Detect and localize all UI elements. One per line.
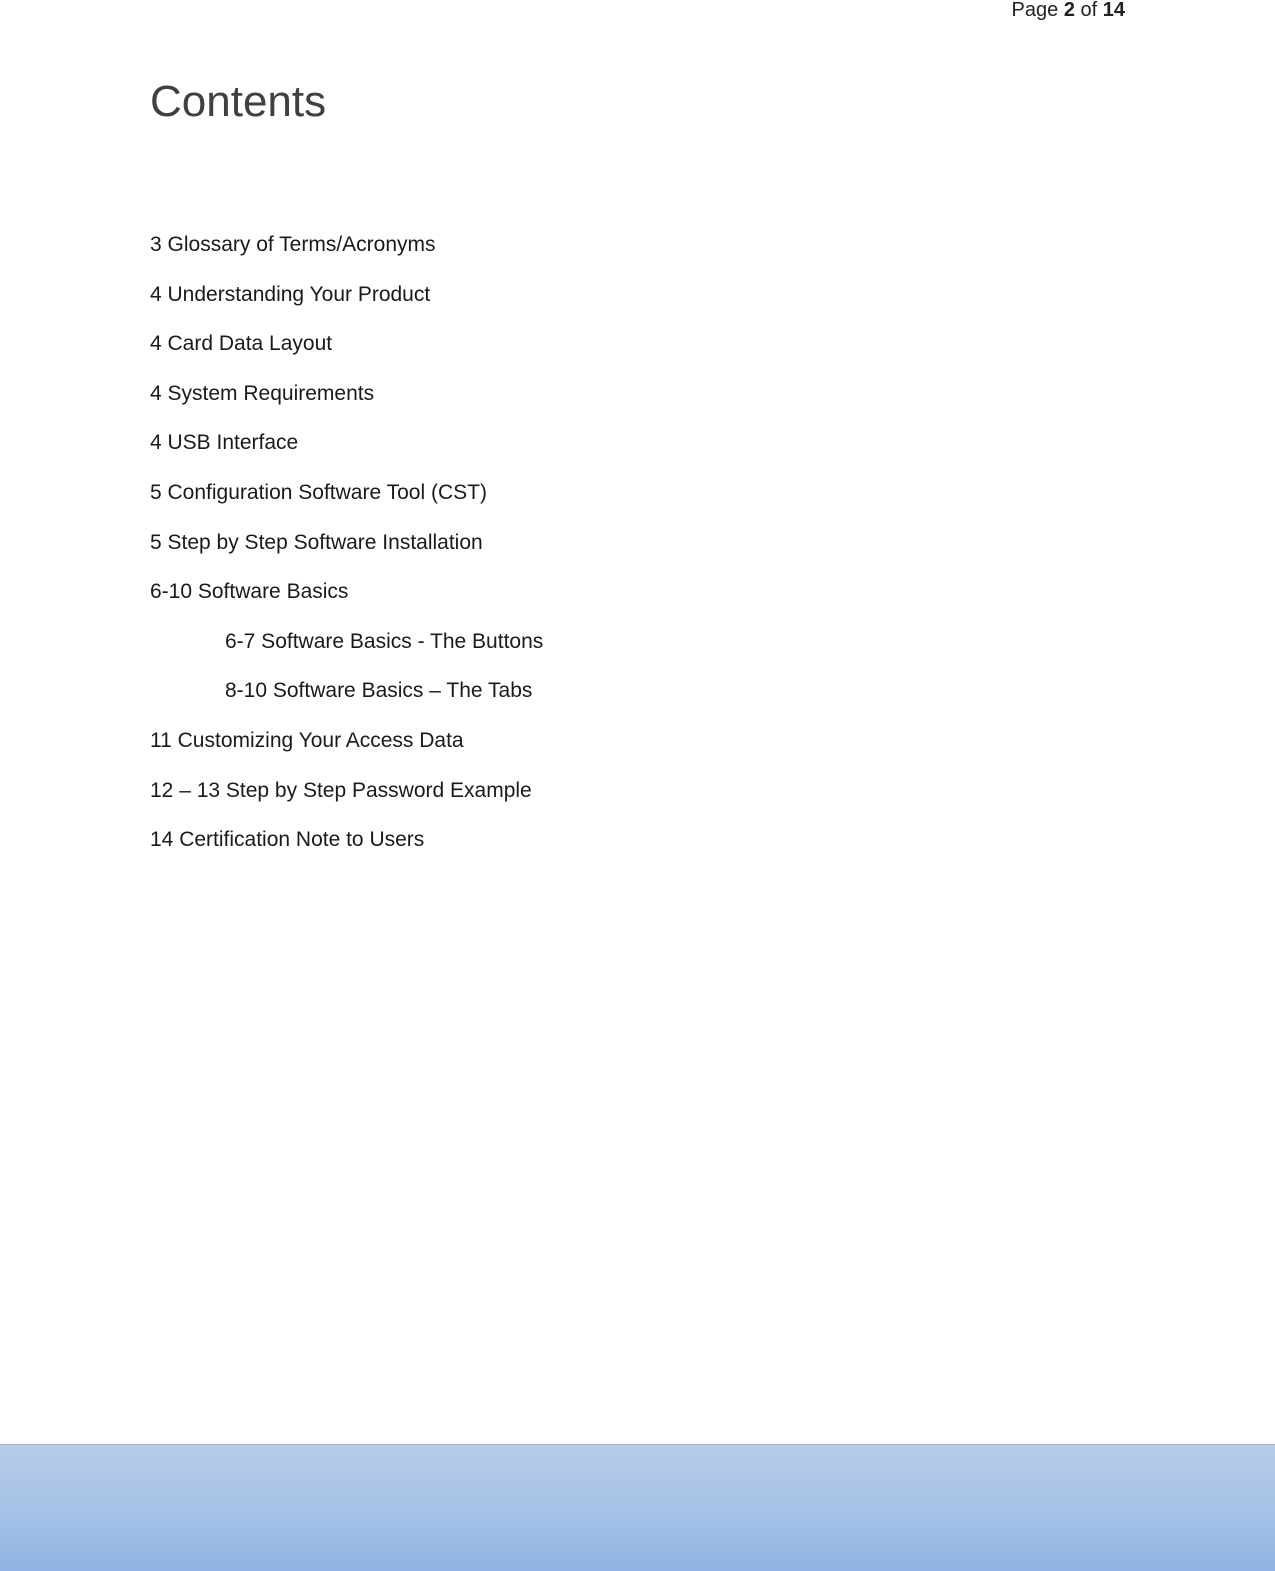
toc-entry-customizing-access-data[interactable]: 11 Customizing Your Access Data bbox=[150, 728, 464, 752]
footer-decorative-band bbox=[0, 1444, 1275, 1571]
toc-entry-certification-note[interactable]: 14 Certification Note to Users bbox=[150, 828, 425, 852]
page-word: Page bbox=[1011, 0, 1059, 21]
of-word: of bbox=[1080, 0, 1098, 21]
toc-entry-software-basics-buttons[interactable]: 6-7 Software Basics - The Buttons bbox=[225, 629, 544, 653]
page-title: Contents bbox=[150, 77, 327, 126]
toc-entry-system-requirements[interactable]: 4 System Requirements bbox=[150, 381, 375, 405]
toc-entry-configuration-software-tool[interactable]: 5 Configuration Software Tool (CST) bbox=[150, 480, 487, 504]
page-number-header bbox=[1012, 0, 1125, 20]
toc-entry-understanding-product[interactable]: 4 Understanding Your Product bbox=[150, 282, 431, 306]
table-of-contents bbox=[150, 230, 543, 875]
total-pages-number: 14 bbox=[1102, 0, 1125, 21]
current-page-number: 2 bbox=[1063, 0, 1075, 21]
toc-entry-usb-interface[interactable]: 4 USB Interface bbox=[150, 431, 299, 455]
toc-entry-software-installation[interactable]: 5 Step by Step Software Installation bbox=[150, 530, 483, 554]
toc-entry-password-example[interactable]: 12 – 13 Step by Step Password Example bbox=[150, 778, 532, 802]
toc-entry-card-data-layout[interactable]: 4 Card Data Layout bbox=[150, 332, 333, 356]
toc-entry-glossary[interactable]: 3 Glossary of Terms/Acronyms bbox=[150, 233, 436, 256]
toc-entry-software-basics-tabs[interactable]: 8-10 Software Basics – The Tabs bbox=[225, 679, 533, 703]
toc-entry-software-basics[interactable]: 6-10 Software Basics bbox=[150, 580, 349, 604]
